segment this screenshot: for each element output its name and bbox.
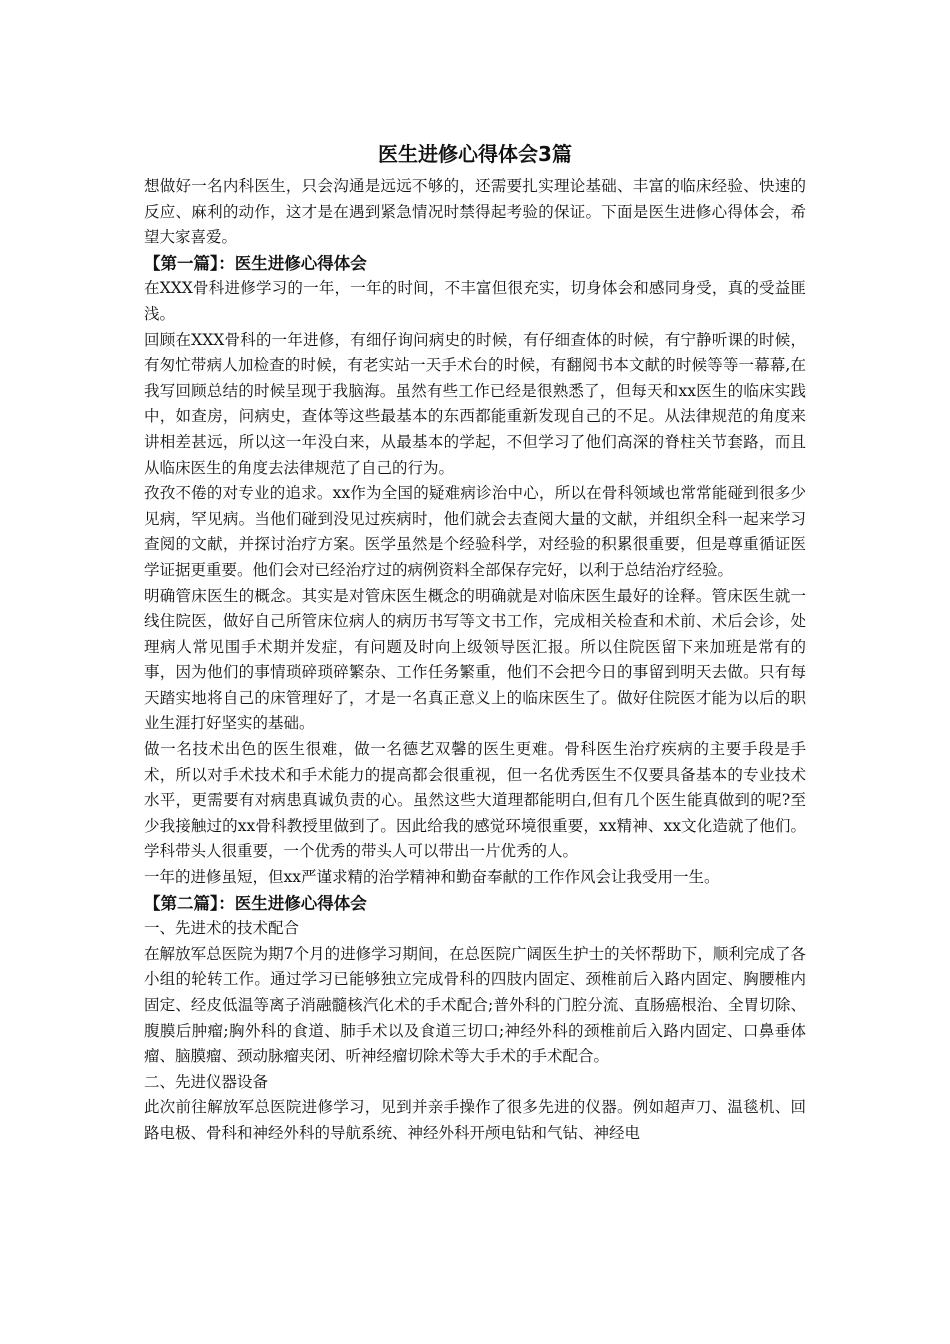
document-page — [144, 140, 806, 1147]
section-1-paragraph: 做一名技术出色的医生很难，做一名德艺双馨的医生更难。骨科医生治疗疾病的主要手段是手术，所以对手术技术和手术能力的提高都会很重视，但一名优秀医生不仅要具备基本的专业技术水平，更需要有对病患真诚负责的心。虽然这些大道理都能明白,但有几个医生能真做到的呢?至少我接触过的xx骨科教授里做到了。因此给我的感觉环境很重要，xx精神、xx文化造就了他们。学科带头人很重要，一个优秀的带头人可以带出一片优秀的人。 — [144, 740, 806, 861]
section-2-subheading: 一、先进术的技术配合 — [144, 919, 300, 938]
section-1-paragraph: 明确管床医生的概念。其实是对管床医生概念的明确就是对临床医生最好的诠释。管床医生就一线住院医，做好自己所管床位病人的病历书写等文书工作，完成相关检查和术前、术后会诊，处理病人常见围手术期并发症，有问题及时向上级领导医汇报。所以住院医留下来加班是常有的事，因为他们的事情琐碎琐碎繁杂、工作任务繁重，他们不会把今日的事留到明天去做。只有每天踏实地将自己的床管理好了，才是一名真正意义上的临床医生了。做好住院医才能为以后的职业生涯打好坚实的基础。 — [144, 586, 806, 733]
section-2-paragraph: 在解放军总医院为期7个月的进修学习期间，在总医院广阔医生护士的关怀帮助下，顺利完成了各小组的轮转工作。通过学习已能够独立完成骨科的四肢内固定、颈椎前后入路内固定、胸腰椎内固定、经皮低温等离子消融髓核汽化术的手术配合;普外科的门腔分流、直肠癌根治、全胃切除、腹膜后肿瘤;胸外科的食道、肺手术以及食道三切口;神经外科的颈椎前后入路内固定、口鼻垂体瘤、脑膜瘤、颈动脉瘤夹闭、听神经瘤切除术等大手术的手术配合。 — [144, 944, 806, 1066]
section-2-paragraph: 此次前往解放军总医院进修学习，见到并亲手操作了很多先进的仪器。例如超声刀、温毯机、回路电极、骨科和神经外科的导航系统、神经外科开颅电钻和气钻、神经电 — [144, 1098, 806, 1142]
section-1-paragraph: 孜孜不倦的对专业的追求。xx作为全国的疑难病诊治中心，所以在骨科领域也常常能碰到很多少见病，罕见病。当他们碰到没见过疾病时，他们就会去查阅大量的文献，并组织全科一起来学习查阅的文献，并探讨治疗方案。医学虽然是个经验科学，对经验的积累很重要，但是尊重循证医学证据更重要。他们会对已经治疗过的病例资料全部保存完好，以利于总结治疗经验。 — [144, 484, 806, 579]
section-2-heading: 【第二篇】：医生进修心得体会 — [144, 893, 367, 913]
section-1-paragraph: 在XXX骨科进修学习的一年，一年的时间，不丰富但很充实，切身体会和感同身受，真的受益匪浅。 — [144, 279, 806, 323]
section-1-heading: 【第一篇】：医生进修心得体会 — [144, 253, 367, 273]
section-1-paragraph: 一年的进修虽短，但xx严谨求精的治学精神和勤奋奉献的工作作风会让我受用一生。 — [144, 868, 720, 887]
intro-paragraph: 想做好一名内科医生，只会沟通是远远不够的，还需要扎实理论基础、丰富的临床经验、快速的反应、麻利的动作，这才是在遇到紧急情况时禁得起考验的保证。下面是医生进修心得体会，希望大家喜爱。 — [144, 177, 806, 247]
document-title: 医生进修心得体会3篇 — [378, 142, 572, 166]
section-1-paragraph: 回顾在XXX骨科的一年进修，有细仔询问病史的时候，有仔细查体的时候，有宁静听课的时候，有匆忙带病人加检查的时候，有老实站一天手术台的时候，有翻阅书本文献的时候等等一幕幕,在我写回顾总结的时候呈现于我脑海。虽然有些工作已经是很熟悉了，但每天和xx医生的临床实践中，如查房，问病史，查体等这些最基本的东西都能重新发现自己的不足。从法律规范的角度来讲相差甚远，所以这一年没白来，从最基本的学起，不但学习了他们高深的脊柱关节套路，而且从临床医生的角度去法律规范了自己的行为。 — [144, 330, 806, 477]
section-2-subheading: 二、先进仪器设备 — [144, 1072, 269, 1091]
